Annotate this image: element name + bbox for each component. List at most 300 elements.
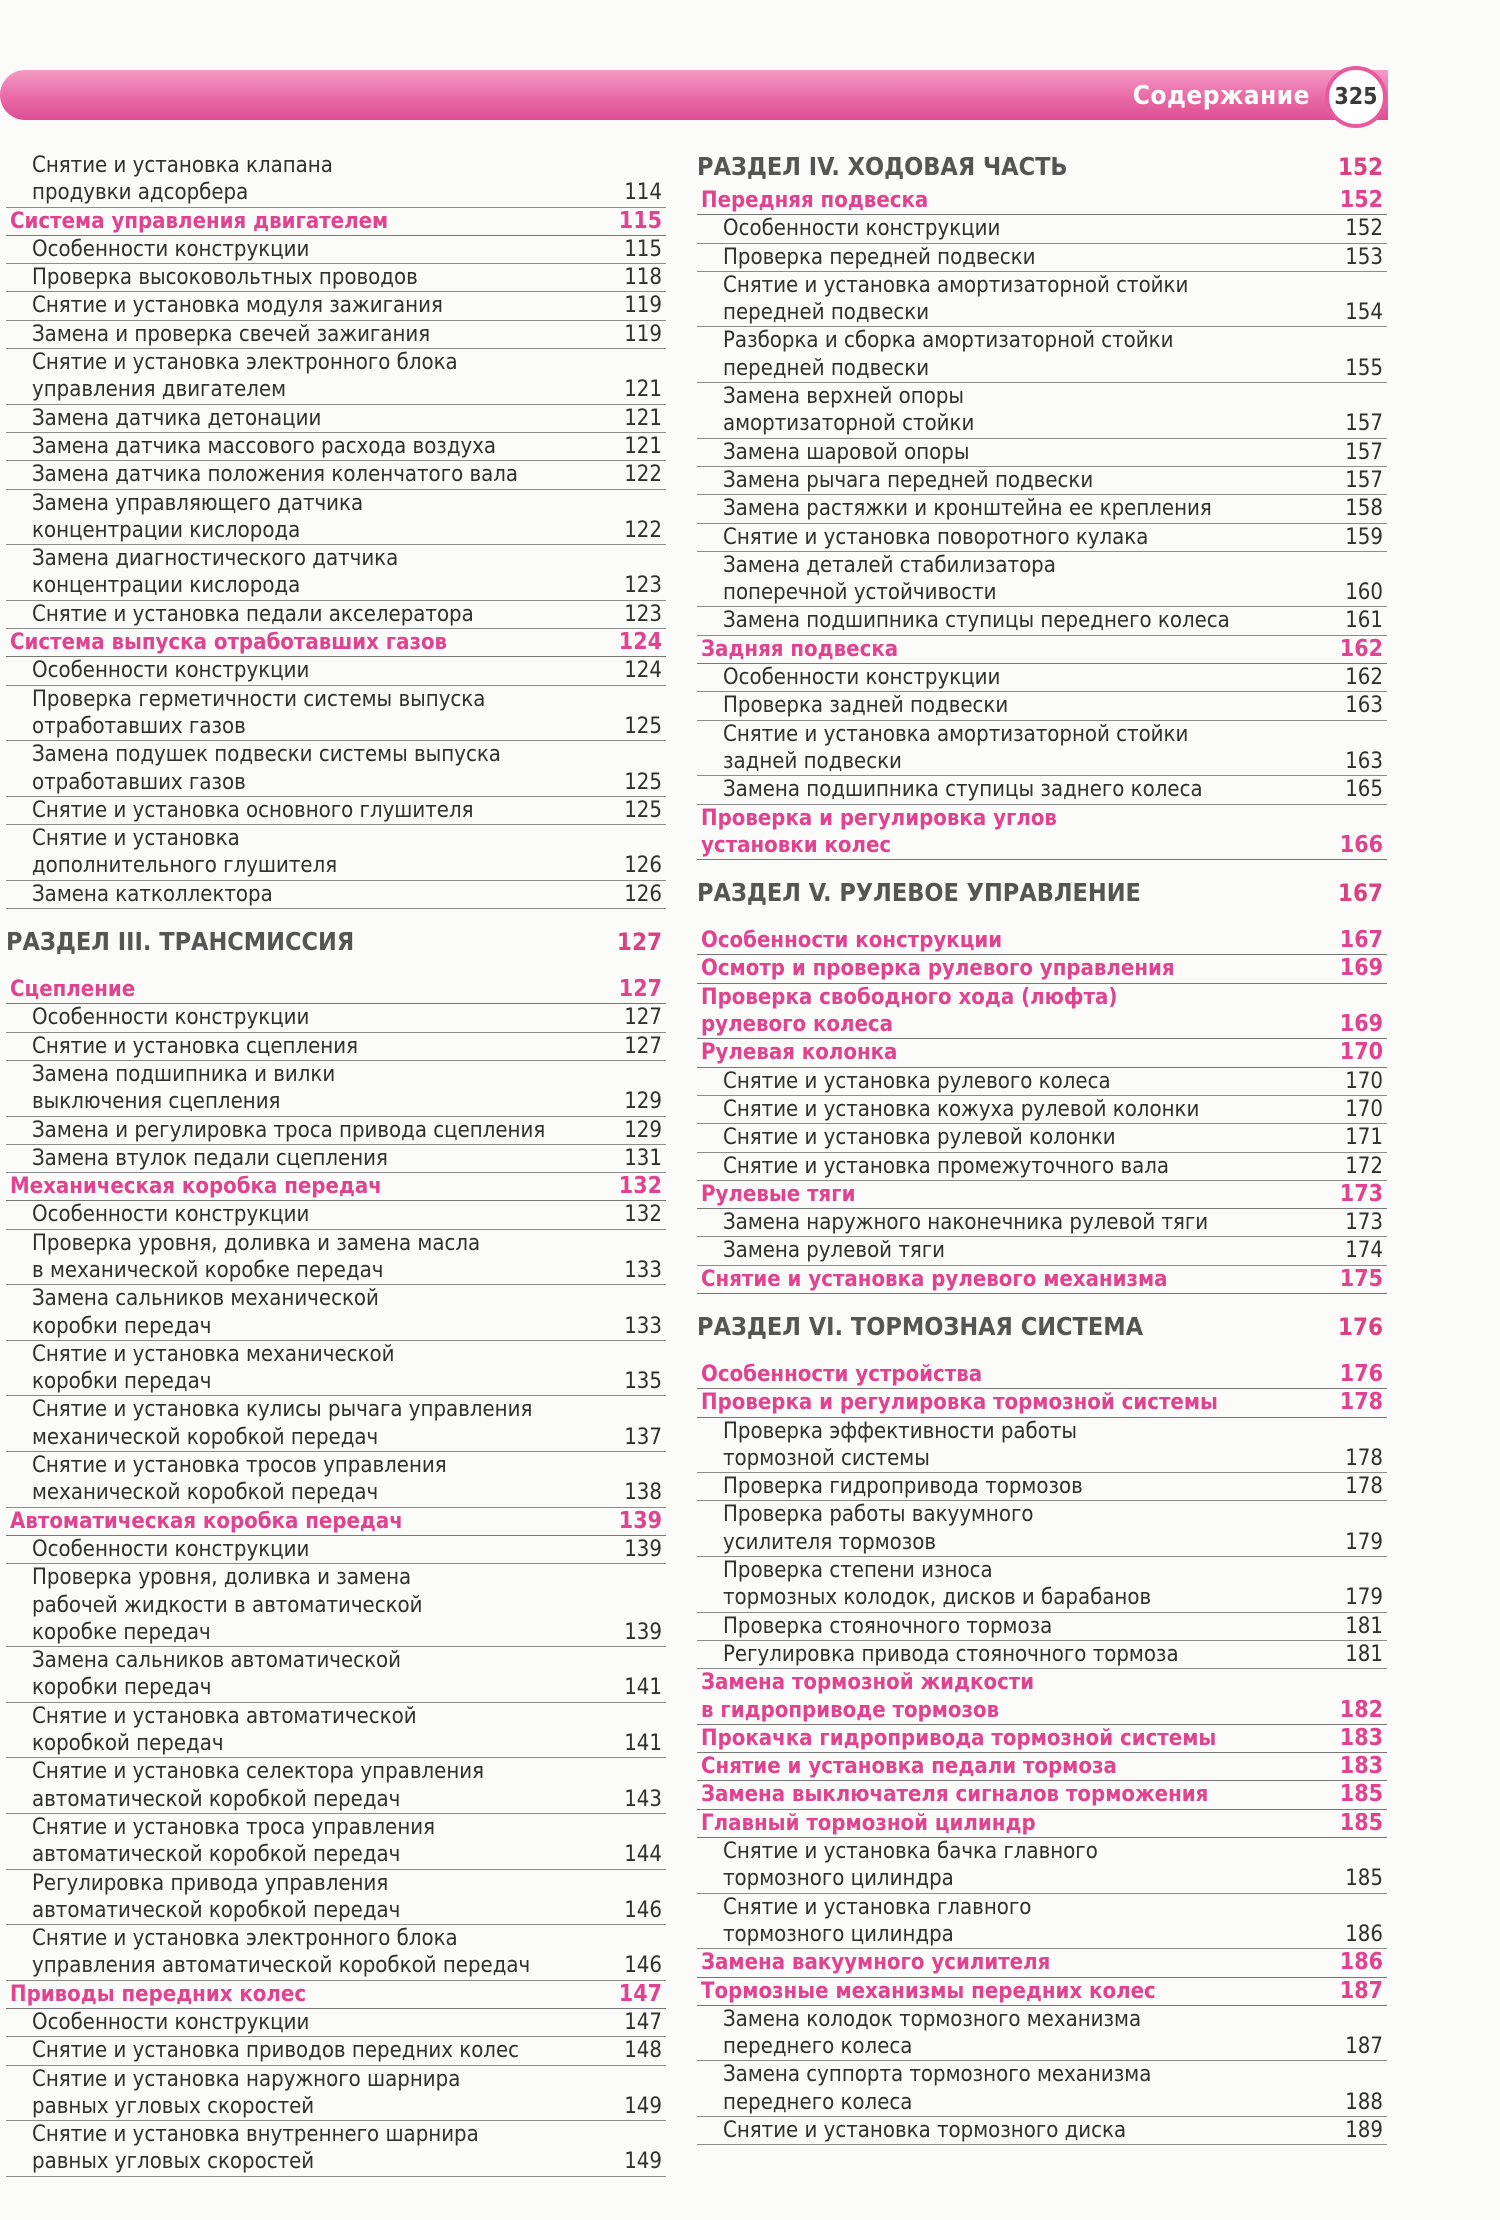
toc-entry-title: Особенности конструкции <box>32 658 310 684</box>
toc-section-heading[interactable] <box>697 152 1387 181</box>
toc-entry-title: Замена подшипника ступицы заднего колеса <box>723 777 1203 803</box>
toc-entry-page: 167 <box>1339 927 1383 954</box>
toc-chapter-entry[interactable] <box>697 1039 1387 1067</box>
toc-entry[interactable] <box>6 741 666 797</box>
toc-entry[interactable] <box>6 2066 666 2122</box>
toc-chapter-entry[interactable] <box>6 1173 666 1201</box>
toc-entry-page: 173 <box>1345 1210 1383 1236</box>
toc-entry[interactable] <box>6 1647 666 1703</box>
toc-entry-title: Замена втулок педали сцепления <box>32 1145 388 1171</box>
toc-entry-page: 149 <box>624 2093 662 2119</box>
toc-entry-page: 186 <box>1345 1921 1383 1947</box>
toc-chapter-entry[interactable] <box>6 629 666 657</box>
toc-entry-page: 170 <box>1345 1068 1383 1094</box>
toc-entry-title: Снятие и установка тросов управления механической коробкой передач <box>32 1453 447 1506</box>
toc-entry-title: Замена вакуумного усилителя <box>701 1950 1051 1976</box>
toc-chapter-entry[interactable] <box>697 1725 1387 1753</box>
toc-entry-page: 121 <box>624 377 662 403</box>
toc-entry-title: Сцепление <box>10 977 136 1003</box>
toc-entry-title: Замена растяжки и кронштейна ее крепления <box>723 496 1212 522</box>
toc-entry[interactable] <box>6 490 666 546</box>
toc-entry-title: Особенности конструкции <box>723 665 1001 691</box>
toc-entry-page: 126 <box>624 881 662 907</box>
toc-entry-title: Главный тормозной цилиндр <box>701 1810 1036 1836</box>
toc-entry-title: Замена суппорта тормозного механизма переднего колеса <box>723 2062 1152 2115</box>
toc-entry-title: Проверка работы вакуумного усилителя тормозов <box>723 1502 1034 1555</box>
toc-entry-title: Замена колодок тормозного механизма переднего колеса <box>723 2006 1142 2060</box>
toc-entry[interactable] <box>697 1613 1387 1641</box>
toc-entry-title: Замена датчика положения коленчатого вала <box>32 462 519 488</box>
toc-entry[interactable] <box>6 292 666 320</box>
toc-entry-title: Проверка стояночного тормоза <box>723 1613 1053 1639</box>
toc-left-column <box>6 152 666 2177</box>
toc-entry-page: 122 <box>624 517 662 543</box>
toc-entry-title: Снятие и установка главного тормозного цилиндра <box>723 1894 1032 1947</box>
toc-entry[interactable] <box>6 1452 666 1508</box>
toc-entry-title: Автоматическая коробка передач <box>10 1508 403 1534</box>
toc-entry-title: Замена рычага передней подвески <box>723 467 1094 493</box>
toc-entry[interactable] <box>697 1068 1387 1096</box>
toc-entry-page: 185 <box>1345 1866 1383 1892</box>
toc-entry[interactable] <box>697 272 1387 328</box>
toc-entry-page: 139 <box>624 1619 662 1645</box>
toc-entry-page: 147 <box>624 2010 662 2035</box>
toc-entry-page: 172 <box>1345 1153 1383 1179</box>
toc-entry-title: Замена шаровой опоры <box>723 439 970 465</box>
toc-entry[interactable] <box>6 152 666 208</box>
toc-entry-title: Снятие и установка педали акселератора <box>32 601 474 627</box>
toc-entry-title: Регулировка привода управления автоматической коробкой передач <box>32 1870 401 1923</box>
toc-entry-title: Снятие и установка промежуточного вала <box>723 1153 1170 1179</box>
toc-entry-title: Снятие и установка рулевого механизма <box>701 1266 1168 1292</box>
toc-entry-page: 127 <box>616 928 662 957</box>
toc-chapter-entry[interactable] <box>697 955 1387 983</box>
toc-entry-page: 127 <box>624 1005 662 1031</box>
toc-entry-title: Проверка передней подвески <box>723 244 1036 270</box>
toc-entry-page: 171 <box>1345 1125 1383 1151</box>
toc-entry-page: 158 <box>1345 496 1383 522</box>
toc-entry[interactable] <box>6 1061 666 1117</box>
toc-entry-title: Замена подшипника ступицы переднего колеса <box>723 608 1230 634</box>
toc-right-column <box>697 152 1387 2145</box>
toc-entry-page: 187 <box>1339 1977 1383 2004</box>
toc-entry-title: Замена управляющего датчика концентрации кислорода <box>32 490 364 543</box>
page-number-badge: 325 <box>1325 66 1387 128</box>
toc-entry-title: Снятие и установка педали тормоза <box>701 1754 1117 1780</box>
toc-entry-title: Замена верхней опоры амортизаторной стойки <box>723 384 975 437</box>
toc-entry-page: 149 <box>624 2149 662 2175</box>
toc-chapter-entry[interactable] <box>697 636 1387 664</box>
toc-entry[interactable] <box>6 1870 666 1926</box>
toc-entry-page: 176 <box>1339 1360 1383 1387</box>
toc-entry-title: Снятие и установка тормозного диска <box>723 2118 1127 2143</box>
toc-entry-title: Проверка задней подвески <box>723 693 1009 719</box>
toc-entry[interactable] <box>697 383 1387 439</box>
toc-entry-page: 125 <box>624 713 662 739</box>
toc-entry-title: Снятие и установка троса управления автоматической коробкой передач <box>32 1814 436 1868</box>
toc-entry[interactable] <box>697 1418 1387 1474</box>
toc-entry[interactable] <box>6 1285 666 1341</box>
toc-entry-title: Замена наружного наконечника рулевой тяги <box>723 1210 1209 1236</box>
toc-entry-title: Разборка и сборка амортизаторной стойки передней подвески <box>723 328 1174 381</box>
toc-entry-title: Замена выключателя сигналов торможения <box>701 1782 1209 1808</box>
toc-entry-page: 127 <box>624 1033 662 1059</box>
toc-entry-page: 179 <box>1345 1585 1383 1611</box>
toc-entry-page: 137 <box>624 1424 662 1450</box>
toc-entry-page: 144 <box>624 1842 662 1868</box>
toc-entry-page: 141 <box>624 1731 662 1757</box>
toc-entry[interactable] <box>6 1396 666 1452</box>
toc-entry-title: Снятие и установка модуля зажигания <box>32 293 443 319</box>
toc-entry[interactable] <box>6 825 666 881</box>
toc-entry-page: 152 <box>1339 187 1383 213</box>
toc-entry-page: 114 <box>624 180 662 206</box>
toc-entry[interactable] <box>6 1201 666 1229</box>
toc-entry-title: Осмотр и проверка рулевого управления <box>701 956 1175 982</box>
toc-entry[interactable] <box>6 881 666 909</box>
toc-entry-title: Снятие и установка внутреннего шарнира равных угловых скоростей <box>32 2122 479 2175</box>
toc-entry[interactable] <box>6 461 666 489</box>
toc-entry-page: 143 <box>624 1786 662 1812</box>
toc-entry-title: Снятие и установка электронного блока управления автоматической коробкой передач <box>32 1926 531 1979</box>
toc-entry-page: 185 <box>1339 1781 1383 1808</box>
toc-entry[interactable] <box>697 1501 1387 1557</box>
toc-entry-title: РАЗДЕЛ III. ТРАНСМИССИЯ <box>6 927 355 957</box>
toc-entry-page: 169 <box>1339 955 1383 982</box>
toc-entry-title: Снятие и установка селектора управления автоматической коробкой передач <box>32 1759 485 1812</box>
toc-entry-title: РАЗДЕЛ VI. ТОРМОЗНАЯ СИСТЕМА <box>697 1311 1144 1341</box>
toc-entry[interactable] <box>6 545 666 601</box>
toc-entry-page: 169 <box>1339 1011 1383 1038</box>
toc-section-heading[interactable] <box>697 878 1387 907</box>
toc-entry-page: 115 <box>624 236 662 262</box>
toc-entry[interactable] <box>697 607 1387 635</box>
toc-entry-title: Проверка свободного хода (люфта) рулевого колеса <box>701 984 1118 1038</box>
toc-entry-page: 124 <box>624 658 662 684</box>
toc-entry-page: 152 <box>1337 153 1383 181</box>
toc-entry-title: Передняя подвеска <box>701 188 929 213</box>
toc-entry-page: 186 <box>1339 1949 1383 1976</box>
toc-entry-title: Рулевая колонка <box>701 1040 898 1066</box>
toc-entry-page: 127 <box>618 976 662 1003</box>
toc-entry-page: 122 <box>624 462 662 488</box>
toc-entry-page: 118 <box>624 265 662 291</box>
toc-entry[interactable] <box>697 2006 1387 2062</box>
toc-entry-title: Замена рулевой тяги <box>723 1238 945 1264</box>
toc-entry-title: Снятие и установка механической коробки передач <box>32 1341 395 1395</box>
toc-entry-page: 163 <box>1345 693 1383 719</box>
toc-entry-title: Проверка уровня, доливка и замена масла в механической коробке передач <box>32 1230 481 1283</box>
toc-entry-page: 185 <box>1339 1809 1383 1836</box>
toc-entry-title: Снятие и установка сцепления <box>32 1033 359 1059</box>
toc-entry[interactable] <box>6 1117 666 1145</box>
toc-entry-title: Проверка уровня, доливка и замена рабочей жидкости в автоматической коробке передач <box>32 1565 423 1645</box>
toc-entry-page: 170 <box>1345 1096 1383 1122</box>
toc-entry-title: Система управления двигателем <box>10 208 389 234</box>
toc-entry-title: Снятие и установка рулевой колонки <box>723 1125 1116 1151</box>
toc-entry-title: Замена подшипника и вилки выключения сцепления <box>32 1061 336 1115</box>
toc-entry-page: 178 <box>1345 1474 1383 1500</box>
toc-entry-title: Снятие и установка кулисы рычага управления механической коробкой передач <box>32 1397 533 1450</box>
toc-entry-page: 179 <box>1345 1529 1383 1555</box>
toc-entry-title: Проверка гидропривода тормозов <box>723 1474 1083 1500</box>
toc-entry[interactable] <box>6 1564 666 1647</box>
toc-entry-title: Особенности конструкции <box>32 1005 310 1031</box>
toc-entry-page: 124 <box>618 629 662 656</box>
toc-entry-page: 157 <box>1345 411 1383 437</box>
toc-entry[interactable] <box>6 601 666 629</box>
toc-entry-title: Замена тормозной жидкости в гидроприводе тормозов <box>701 1670 1035 1723</box>
toc-entry-title: Снятие и установка наружного шарнира равных угловых скоростей <box>32 2066 461 2119</box>
toc-entry-title: Снятие и установка дополнительного глушителя <box>32 826 338 879</box>
toc-entry[interactable] <box>6 1814 666 1870</box>
toc-entry-title: Замена сальников автоматической коробки передач <box>32 1648 401 1701</box>
toc-entry-title: Замена деталей стабилизатора поперечной устойчивости <box>723 552 1056 606</box>
toc-chapter-entry[interactable] <box>697 187 1387 215</box>
toc-entry-page: 133 <box>624 1257 662 1283</box>
toc-entry-page: 141 <box>624 1675 662 1701</box>
toc-entry-title: Замена подушек подвески системы выпуска отработавших газов <box>32 742 501 795</box>
toc-entry-page: 162 <box>1339 635 1383 662</box>
toc-chapter-entry[interactable] <box>6 208 666 236</box>
toc-entry[interactable] <box>697 215 1387 243</box>
toc-entry-page: 161 <box>1345 608 1383 634</box>
toc-entry[interactable] <box>6 657 666 685</box>
toc-entry[interactable] <box>6 1925 666 1981</box>
toc-entry-page: 178 <box>1345 1445 1383 1471</box>
toc-entry[interactable] <box>697 552 1387 608</box>
toc-entry-title: Проверка степени износа тормозных колодок, дисков и барабанов <box>723 1558 1152 1611</box>
toc-entry-page: 183 <box>1339 1753 1383 1780</box>
toc-entry-page: 155 <box>1345 355 1383 381</box>
toc-entry-title: Замена катколлектора <box>32 881 273 907</box>
toc-entry-title: Особенности конструкции <box>723 216 1001 242</box>
toc-chapter-entry[interactable] <box>697 1753 1387 1781</box>
toc-entry-title: Замена датчика детонации <box>32 405 322 431</box>
toc-chapter-entry[interactable] <box>697 1389 1387 1417</box>
toc-entry[interactable] <box>6 1033 666 1061</box>
toc-entry-page: 154 <box>1345 300 1383 326</box>
toc-entry-title: Особенности конструкции <box>32 2010 310 2035</box>
toc-entry[interactable] <box>697 1894 1387 1950</box>
toc-entry[interactable] <box>697 721 1387 777</box>
toc-entry-page: 163 <box>1345 748 1383 774</box>
toc-entry-page: 147 <box>618 1980 662 2007</box>
toc-entry-title: Проверка герметичности системы выпуска отработавших газов <box>32 686 486 739</box>
toc-entry-title: Задняя подвеска <box>701 636 899 662</box>
toc-entry-page: 157 <box>1345 439 1383 465</box>
toc-entry-page: 119 <box>624 321 662 347</box>
toc-entry[interactable] <box>6 1758 666 1814</box>
toc-entry[interactable] <box>6 1703 666 1759</box>
toc-chapter-entry[interactable] <box>697 1978 1387 2006</box>
toc-section-heading[interactable] <box>697 1312 1387 1341</box>
toc-entry-title: Снятие и установка бачка главного тормозного цилиндра <box>723 1839 1098 1892</box>
toc-entry-page: 189 <box>1345 2118 1383 2143</box>
toc-entry-page: 176 <box>1337 1312 1383 1341</box>
toc-chapter-entry[interactable] <box>697 1669 1387 1725</box>
toc-entry-title: Снятие и установка амортизаторной стойки передней подвески <box>723 272 1189 326</box>
toc-entry-title: Проверка и регулировка тормозной системы <box>701 1390 1218 1416</box>
toc-entry-page: 121 <box>624 405 662 431</box>
toc-chapter-entry[interactable] <box>697 1810 1387 1838</box>
toc-chapter-entry[interactable] <box>697 927 1387 955</box>
toc-entry-page: 152 <box>1345 216 1383 242</box>
toc-entry-title: Проверка высоковольтных проводов <box>32 265 418 291</box>
toc-chapter-entry[interactable] <box>697 1361 1387 1389</box>
toc-chapter-entry[interactable] <box>697 1781 1387 1809</box>
toc-entry[interactable] <box>6 1004 666 1032</box>
toc-entry-page: 139 <box>624 1536 662 1562</box>
toc-entry-page: 121 <box>624 433 662 459</box>
toc-entry-title: Особенности конструкции <box>701 928 1003 954</box>
toc-entry-title: Особенности устройства <box>701 1361 983 1387</box>
toc-entry[interactable] <box>6 686 666 742</box>
toc-entry-page: 165 <box>1345 777 1383 803</box>
toc-chapter-entry[interactable] <box>697 805 1387 861</box>
toc-entry-page: 123 <box>624 601 662 627</box>
toc-entry-page: 133 <box>624 1313 662 1339</box>
toc-entry[interactable] <box>6 349 666 405</box>
toc-entry-title: Замена датчика массового расхода воздуха <box>32 433 497 459</box>
toc-entry[interactable] <box>697 692 1387 720</box>
toc-chapter-entry[interactable] <box>697 1949 1387 1977</box>
toc-entry-title: Снятие и установка приводов передних колес <box>32 2038 520 2064</box>
toc-entry[interactable] <box>697 1473 1387 1501</box>
toc-entry-title: РАЗДЕЛ IV. ХОДОВАЯ ЧАСТЬ <box>697 152 1068 181</box>
toc-chapter-entry[interactable] <box>697 984 1387 1040</box>
toc-entry-title: Снятие и установка амортизаторной стойки задней подвески <box>723 721 1189 774</box>
toc-entry-title: РАЗДЕЛ V. РУЛЕВОЕ УПРАВЛЕНИЕ <box>697 878 1141 908</box>
toc-entry-page: 146 <box>624 1897 662 1923</box>
toc-entry[interactable] <box>697 1641 1387 1669</box>
toc-entry-page: 148 <box>624 2038 662 2064</box>
toc-entry-page: 182 <box>1339 1696 1383 1723</box>
toc-entry-page: 135 <box>624 1369 662 1395</box>
toc-entry-title: Замена и регулировка троса привода сцепления <box>32 1117 546 1143</box>
toc-chapter-entry[interactable] <box>6 976 666 1004</box>
toc-entry-page: 178 <box>1339 1389 1383 1416</box>
toc-entry-page: 170 <box>1339 1039 1383 1066</box>
toc-entry-page: 132 <box>618 1173 662 1200</box>
toc-entry[interactable] <box>6 1536 666 1564</box>
toc-entry[interactable] <box>697 1209 1387 1237</box>
toc-entry-page: 187 <box>1345 2034 1383 2060</box>
toc-entry-title: Регулировка привода стояночного тормоза <box>723 1641 1179 1667</box>
toc-entry-title: Снятие и установка основного глушителя <box>32 797 474 823</box>
toc-entry[interactable] <box>697 1096 1387 1124</box>
toc-entry[interactable] <box>697 439 1387 467</box>
toc-entry-page: 115 <box>618 207 662 234</box>
toc-entry-page: 146 <box>624 1953 662 1979</box>
toc-entry-page: 183 <box>1339 1724 1383 1751</box>
toc-entry-title: Прокачка гидропривода тормозной системы <box>701 1725 1217 1751</box>
toc-entry[interactable] <box>6 264 666 292</box>
toc-entry-title: Проверка эффективности работы тормозной системы <box>723 1418 1077 1471</box>
toc-entry[interactable] <box>6 1341 666 1397</box>
toc-entry[interactable] <box>6 405 666 433</box>
toc-entry-title: Снятие и установка рулевого колеса <box>723 1068 1111 1094</box>
toc-entry-page: 123 <box>624 573 662 599</box>
toc-entry-title: Замена и проверка свечей зажигания <box>32 321 431 347</box>
toc-entry[interactable] <box>6 236 666 264</box>
toc-entry-title: Снятие и установка поворотного кулака <box>723 524 1149 550</box>
toc-entry-page: 131 <box>624 1145 662 1171</box>
toc-entry-title: Особенности конструкции <box>32 1536 310 1562</box>
toc-entry[interactable] <box>6 1230 666 1286</box>
toc-entry-page: 132 <box>624 1202 662 1228</box>
toc-entry-title: Снятие и установка клапана продувки адсорбера <box>32 153 333 206</box>
toc-entry-page: 181 <box>1345 1613 1383 1639</box>
toc-entry-title: Снятие и установка электронного блока управления двигателем <box>32 350 458 403</box>
toc-entry[interactable] <box>697 2061 1387 2117</box>
toc-entry-page: 175 <box>1339 1265 1383 1292</box>
toc-entry-title: Особенности конструкции <box>32 1202 310 1228</box>
toc-entry-page: 153 <box>1345 244 1383 270</box>
toc-entry[interactable] <box>6 1145 666 1173</box>
toc-entry[interactable] <box>697 467 1387 495</box>
toc-entry[interactable] <box>6 321 666 349</box>
toc-entry[interactable] <box>697 2117 1387 2145</box>
toc-entry-title: Механическая коробка передач <box>10 1174 382 1200</box>
toc-entry[interactable] <box>697 244 1387 272</box>
toc-chapter-entry[interactable] <box>697 1266 1387 1294</box>
toc-entry-title: Снятие и установка автоматической коробкой передач <box>32 1703 417 1757</box>
toc-entry[interactable] <box>697 524 1387 552</box>
toc-section-heading[interactable] <box>6 927 666 956</box>
toc-entry-page: 157 <box>1345 467 1383 493</box>
toc-chapter-entry[interactable] <box>697 1181 1387 1209</box>
toc-entry-page: 125 <box>624 769 662 795</box>
toc-entry-title: Снятие и установка кожуха рулевой колонки <box>723 1096 1200 1122</box>
toc-entry-page: 159 <box>1345 524 1383 550</box>
toc-entry[interactable] <box>6 797 666 825</box>
toc-entry-page: 139 <box>618 1507 662 1534</box>
toc-entry[interactable] <box>6 433 666 461</box>
toc-entry[interactable] <box>697 776 1387 804</box>
toc-entry-title: Замена сальников механической коробки передач <box>32 1286 379 1339</box>
toc-entry-page: 173 <box>1339 1180 1383 1207</box>
toc-entry-title: Система выпуска отработавших газов <box>10 630 448 656</box>
toc-chapter-entry[interactable] <box>6 1981 666 2009</box>
toc-entry-page: 125 <box>624 797 662 823</box>
toc-entry[interactable] <box>697 327 1387 383</box>
toc-entry[interactable] <box>697 664 1387 692</box>
toc-entry-page: 166 <box>1339 831 1383 858</box>
toc-entry[interactable] <box>697 1838 1387 1894</box>
toc-entry-title: Рулевые тяги <box>701 1181 856 1207</box>
toc-entry[interactable] <box>697 1557 1387 1613</box>
toc-entry-page: 138 <box>624 1480 662 1506</box>
toc-entry-title: Проверка и регулировка углов установки колес <box>701 805 1057 858</box>
toc-entry[interactable] <box>697 495 1387 523</box>
toc-entry-page: 129 <box>624 1117 662 1143</box>
toc-entry-title: Приводы передних колес <box>10 1981 307 2007</box>
toc-entry[interactable] <box>697 1237 1387 1265</box>
toc-entry-page: 129 <box>624 1089 662 1115</box>
toc-entry-page: 162 <box>1345 665 1383 691</box>
toc-entry[interactable] <box>697 1153 1387 1181</box>
toc-entry[interactable] <box>6 2121 666 2177</box>
toc-entry[interactable] <box>697 1124 1387 1152</box>
toc-entry-page: 174 <box>1345 1238 1383 1264</box>
toc-entry-title: Тормозные механизмы передних колес <box>701 1978 1156 2004</box>
toc-entry-page: 181 <box>1345 1641 1383 1667</box>
toc-chapter-entry[interactable] <box>6 1508 666 1536</box>
page-header-title: Содержание <box>1132 81 1310 111</box>
toc-entry[interactable] <box>6 2037 666 2065</box>
toc-entry[interactable] <box>6 2009 666 2037</box>
